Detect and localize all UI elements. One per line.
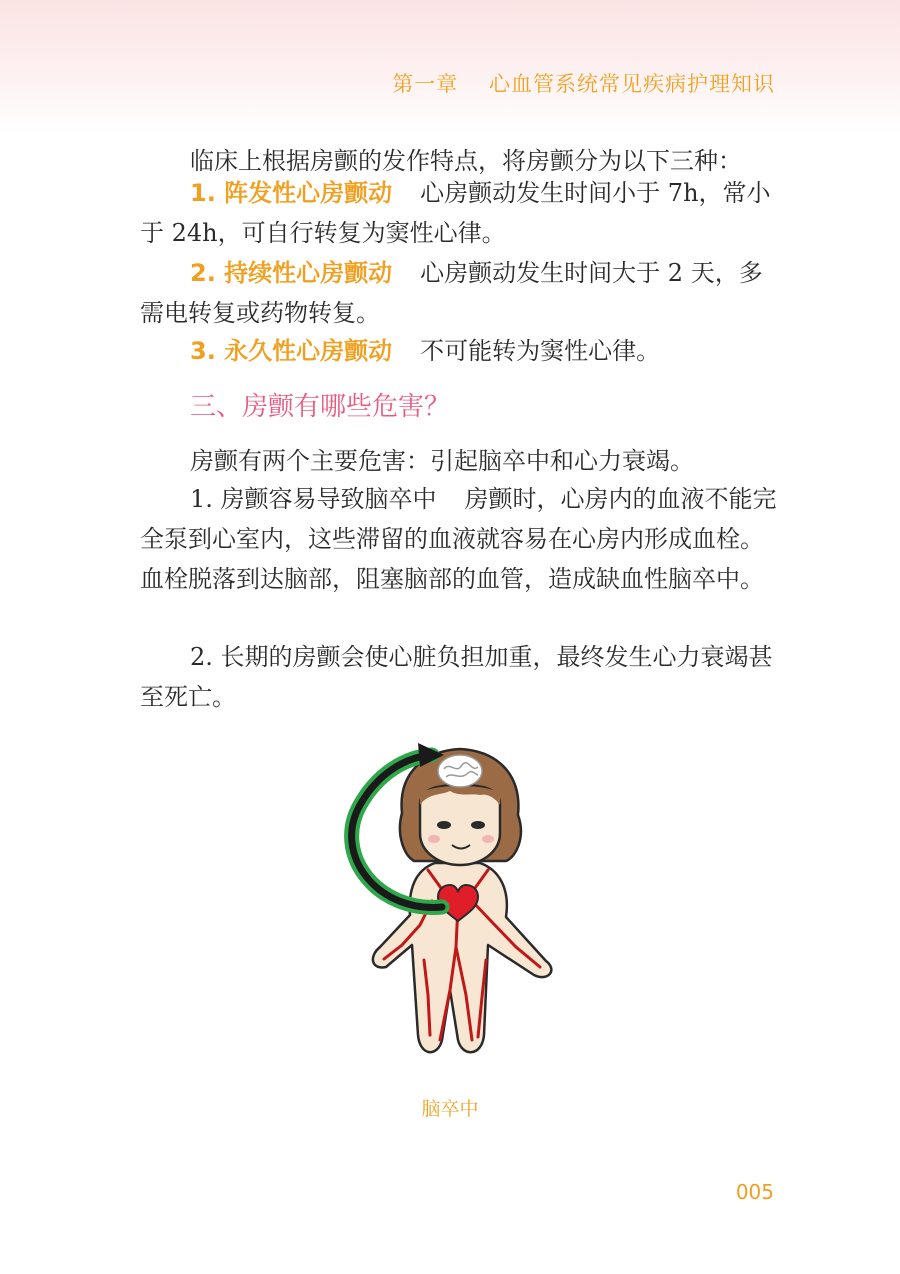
figure-caption: 脑卒中 [421, 1098, 479, 1120]
stroke-illustration [320, 735, 600, 1075]
af-type-text: 心房颤动发生时间小于 7h，常小于 24h，可自行转复为窦性心律。 [140, 179, 771, 247]
af-type-persistent [140, 253, 780, 333]
intro-paragraph: 临床上根据房颤的发作特点，将房颤分为以下三种： [190, 147, 742, 175]
harm-point-stroke [140, 479, 780, 599]
harm-point-text: 房颤时，心房内的血液不能完全泵到心室内，这些滞留的血液就容易在心房内形成血栓。血栓脱落到达脑部，阻塞脑部的血管，造成缺血性脑卒中。 [140, 485, 777, 593]
af-type-paroxysmal [140, 173, 780, 253]
brain-icon [438, 755, 482, 787]
af-type-label: 1. 阵发性心房颤动 [190, 179, 393, 207]
running-head: 第一章 心血管系统常见疾病护理知识 [392, 72, 775, 96]
af-type-label: 2. 持续性心房颤动 [190, 259, 393, 287]
af-type-text: 心房颤动发生时间大于 2 天，多需电转复或药物转复。 [140, 259, 763, 327]
section-lead: 房颤有两个主要危害：引起脑卒中和心力衰竭。 [190, 447, 694, 475]
harm-point-heart-failure: 2. 长期的房颤会使心脏负担加重，最终发生心力衰竭甚至死亡。 [140, 643, 773, 711]
af-type-permanent [140, 331, 780, 371]
harm-point-label: 1. 房颤容易导致脑卒中 [190, 485, 437, 513]
af-type-text: 不可能转为窦性心律。 [420, 337, 661, 365]
section-heading: 三、房颤有哪些危害？ [190, 392, 451, 422]
af-type-label: 3. 永久性心房颤动 [190, 337, 393, 365]
page-number: 005 [735, 1180, 774, 1204]
